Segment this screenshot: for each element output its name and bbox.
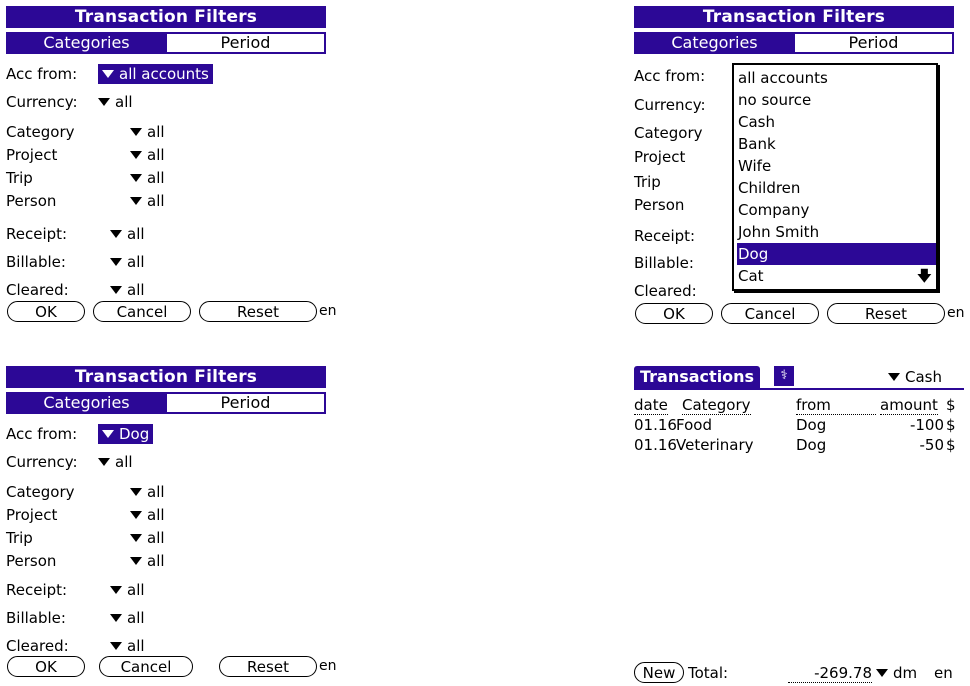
triangle-down-icon (130, 197, 142, 205)
row-currency: $ (946, 416, 956, 434)
person-value: all (147, 192, 165, 210)
cleared-value: all (127, 637, 145, 655)
account-value: Cash (905, 368, 942, 386)
triangle-down-icon (110, 586, 122, 594)
receipt-value: all (127, 581, 145, 599)
reset-button[interactable]: Reset (199, 301, 317, 322)
cleared-selector[interactable] (110, 280, 145, 300)
dropdown-item[interactable]: John Smith (738, 223, 820, 241)
triangle-down-icon (110, 286, 122, 294)
billable-label: Billable: (634, 254, 694, 272)
receipt-selector[interactable] (110, 580, 145, 600)
acc-from-value: Dog (119, 425, 150, 443)
ok-button[interactable]: OK (7, 656, 85, 677)
cancel-button[interactable]: Cancel (93, 301, 191, 322)
currency-label: Currency: (6, 93, 78, 111)
total-currency-value: dm (893, 664, 918, 682)
project-label: Project (6, 506, 58, 524)
column-header-date[interactable]: date (634, 396, 668, 414)
category-label: Category (6, 483, 75, 501)
cleared-label: Cleared: (6, 281, 69, 299)
billable-selector[interactable] (110, 608, 145, 628)
triangle-down-icon (130, 128, 142, 136)
trip-selector[interactable] (130, 168, 165, 188)
acc-from-value: all accounts (119, 65, 209, 83)
tab-categories[interactable]: Categories (636, 34, 793, 52)
dropdown-item[interactable]: Children (738, 179, 801, 197)
currency-label: Currency: (6, 453, 78, 471)
acc-from-selector[interactable] (98, 424, 153, 444)
filters-panel-dropdown (634, 6, 964, 326)
person-label: Person (634, 196, 685, 214)
triangle-down-icon (102, 70, 114, 78)
column-header-amount[interactable]: amount (880, 396, 938, 414)
triangle-down-icon (888, 373, 900, 381)
category-selector[interactable] (130, 122, 165, 142)
category-selector[interactable] (130, 482, 165, 502)
currency-label: Currency: (634, 96, 706, 114)
reset-button[interactable]: Reset (827, 303, 945, 324)
column-header-currency[interactable]: $ (946, 396, 956, 414)
tab-bar (6, 392, 326, 414)
acc-from-label: Acc from: (634, 67, 706, 85)
project-selector[interactable] (130, 505, 165, 525)
dropdown-item[interactable]: Bank (738, 135, 776, 153)
currency-value: all (115, 453, 133, 471)
triangle-down-icon (98, 98, 110, 106)
tab-categories[interactable]: Categories (8, 394, 165, 412)
receipt-label: Receipt: (634, 227, 696, 245)
receipt-value: all (127, 225, 145, 243)
language-indicator[interactable]: en (319, 658, 337, 674)
row-category[interactable]: Food (676, 416, 712, 434)
ok-button[interactable]: OK (635, 303, 713, 324)
acc-from-label: Acc from: (6, 65, 78, 83)
billable-label: Billable: (6, 609, 66, 627)
transactions-title[interactable]: Transactions (634, 366, 760, 388)
project-value: all (147, 146, 165, 164)
row-category[interactable]: Veterinary (676, 436, 754, 454)
receipt-selector[interactable] (110, 224, 145, 244)
dropdown-item[interactable]: all accounts (738, 69, 828, 87)
total-value: -269.78 (788, 664, 872, 683)
person-label: Person (6, 192, 57, 210)
triangle-down-icon (130, 488, 142, 496)
trip-label: Trip (6, 529, 33, 547)
triangle-down-icon (876, 669, 888, 677)
tab-bar (6, 32, 326, 54)
arrow-down-icon[interactable]: 🡇 (916, 267, 932, 285)
cleared-label: Cleared: (634, 282, 697, 300)
currency-value: all (115, 93, 133, 111)
billable-value: all (127, 609, 145, 627)
category-value: all (147, 123, 165, 141)
project-label: Project (634, 148, 686, 166)
row-from[interactable]: Dog (796, 416, 827, 434)
ok-button[interactable]: OK (7, 301, 85, 322)
account-selector[interactable] (888, 368, 942, 386)
category-value: all (147, 483, 165, 501)
currency-selector[interactable] (98, 452, 133, 472)
panel-title: Transaction Filters (634, 6, 954, 28)
person-selector[interactable] (130, 551, 165, 571)
cleared-label: Cleared: (6, 637, 69, 655)
row-date[interactable]: 01.16 (634, 416, 677, 434)
billable-value: all (127, 253, 145, 271)
transactions-panel (634, 366, 964, 686)
project-value: all (147, 506, 165, 524)
acc-from-label: Acc from: (6, 425, 78, 443)
triangle-down-icon (98, 458, 110, 466)
receipt-label: Receipt: (6, 581, 68, 599)
triangle-down-icon (102, 430, 114, 438)
acc-from-selector[interactable] (98, 64, 213, 84)
dropdown-item-highlighted[interactable]: Dog (737, 243, 936, 265)
person-value: all (147, 552, 165, 570)
dropdown-item[interactable]: no source (738, 91, 812, 109)
new-button[interactable]: New (634, 662, 684, 683)
trip-value: all (147, 529, 165, 547)
language-indicator[interactable]: en (934, 664, 953, 682)
cleared-value: all (127, 281, 145, 299)
total-currency-selector[interactable] (876, 664, 917, 682)
triangle-down-icon (110, 230, 122, 238)
language-indicator[interactable]: en (319, 303, 337, 319)
dropdown-item[interactable]: Cash (738, 113, 775, 131)
person-selector[interactable] (130, 191, 165, 211)
tab-bar (634, 32, 954, 54)
triangle-down-icon (130, 174, 142, 182)
trip-label: Trip (6, 169, 33, 187)
reset-button[interactable]: Reset (219, 656, 317, 677)
dropdown-item[interactable]: Company (738, 201, 810, 219)
triangle-down-icon (110, 614, 122, 622)
dropdown-item[interactable]: Cat (738, 267, 764, 285)
tab-period[interactable]: Period (793, 34, 952, 52)
filters-panel-selected (6, 366, 336, 686)
filters-panel-initial (6, 6, 336, 326)
trip-value: all (147, 169, 165, 187)
triangle-down-icon (110, 642, 122, 650)
billable-label: Billable: (6, 253, 66, 271)
total-label: Total: (688, 664, 729, 682)
dropdown-item[interactable]: Wife (738, 157, 772, 175)
column-header-from[interactable]: from (796, 396, 876, 415)
row-amount[interactable]: -50 (919, 436, 944, 454)
triangle-down-icon (130, 557, 142, 565)
row-amount[interactable]: -100 (909, 416, 944, 434)
row-currency: $ (946, 436, 956, 454)
triangle-down-icon (130, 151, 142, 159)
trip-label: Trip (634, 173, 661, 191)
cancel-button[interactable]: Cancel (721, 303, 819, 324)
person-label: Person (6, 552, 57, 570)
column-header-category[interactable]: Category (682, 396, 751, 414)
language-indicator[interactable]: en (947, 305, 965, 321)
account-dropdown-list[interactable] (732, 63, 938, 291)
triangle-down-icon (130, 534, 142, 542)
category-label: Category (6, 123, 75, 141)
tab-period[interactable]: Period (165, 394, 324, 412)
trip-selector[interactable] (130, 528, 165, 548)
row-from[interactable]: Dog (796, 436, 827, 454)
cancel-button[interactable]: Cancel (99, 656, 193, 677)
header-divider (634, 388, 964, 390)
tab-period[interactable]: Period (165, 34, 324, 52)
row-date[interactable]: 01.16 (634, 436, 677, 454)
cleared-selector[interactable] (110, 636, 145, 656)
receipt-label: Receipt: (6, 225, 68, 243)
project-selector[interactable] (130, 145, 165, 165)
panel-title: Transaction Filters (6, 366, 326, 388)
currency-selector[interactable] (98, 92, 133, 112)
filter-icon[interactable]: ⚕ (774, 366, 794, 386)
project-label: Project (6, 146, 58, 164)
triangle-down-icon (130, 511, 142, 519)
billable-selector[interactable] (110, 252, 145, 272)
triangle-down-icon (110, 258, 122, 266)
tab-categories[interactable]: Categories (8, 34, 165, 52)
panel-title: Transaction Filters (6, 6, 326, 28)
category-label: Category (634, 124, 703, 142)
